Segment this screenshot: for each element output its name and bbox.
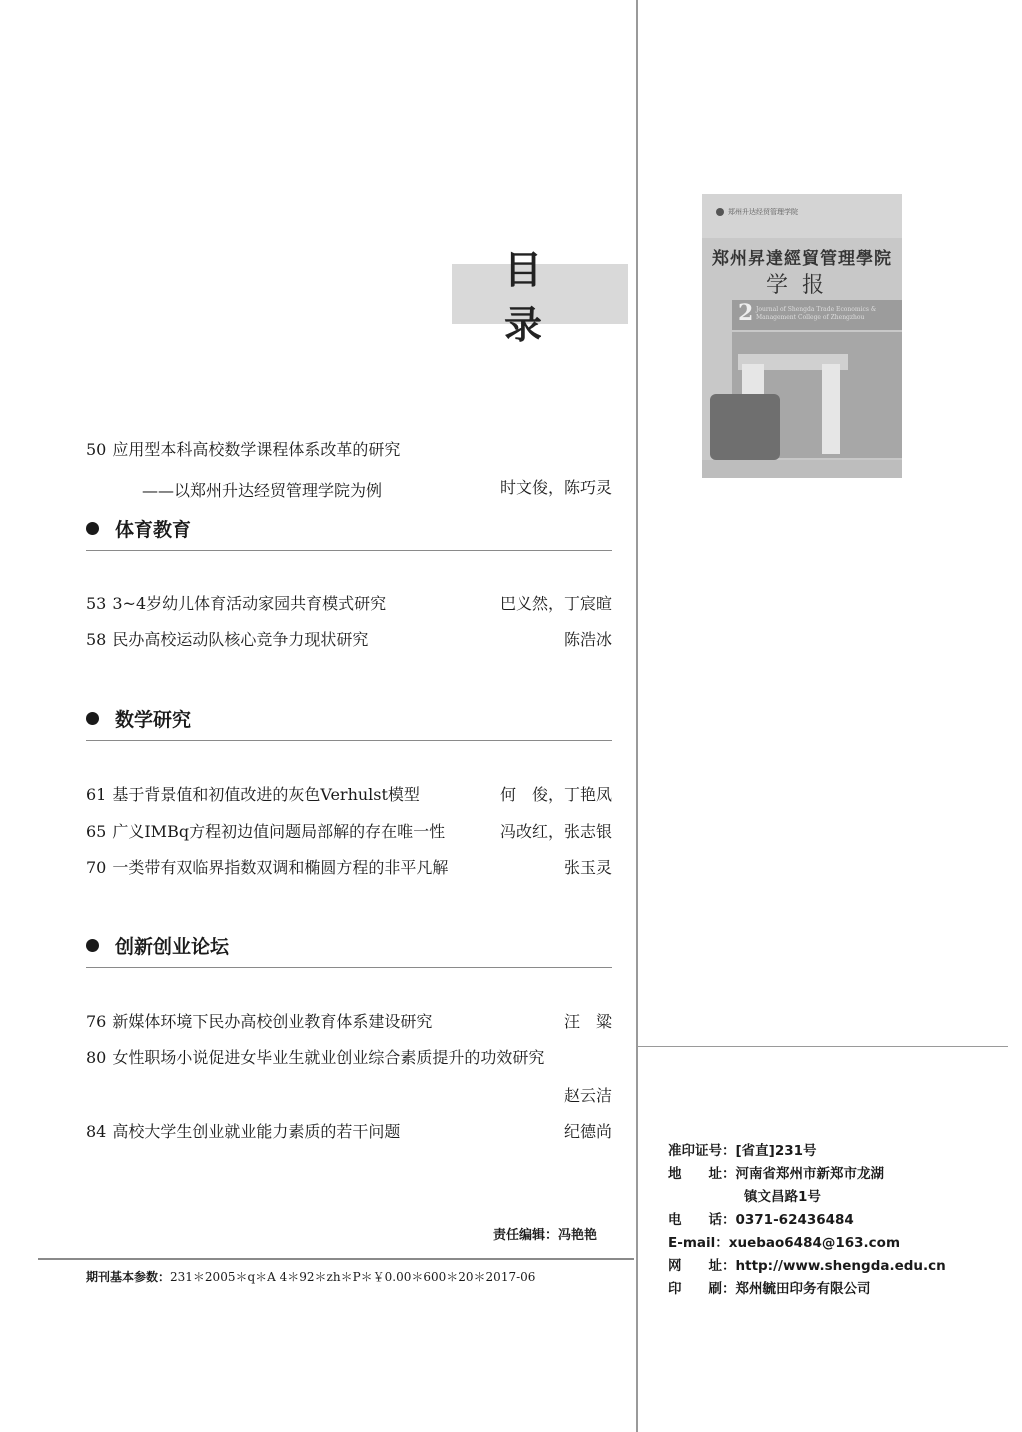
page-number: 80 — [86, 1048, 107, 1067]
address-label: 地 址： — [668, 1166, 736, 1182]
right-divider — [638, 1046, 1008, 1047]
cover-issue-number: 2 — [738, 300, 754, 326]
cover-publisher: 郑州升达经贸管理学院 — [728, 208, 798, 216]
toc-entry[interactable] — [86, 594, 612, 614]
page-number: 76 — [86, 1012, 107, 1031]
cover-journal-sub: 学报 — [765, 273, 838, 298]
page-number: 61 — [86, 785, 107, 804]
printer-label: 印 刷： — [668, 1281, 736, 1297]
section-title: 数学研究 — [115, 709, 192, 731]
toc-entry[interactable] — [86, 1012, 612, 1032]
cover-english-title: Journal of Shengda Trade Economics & Management College of Zhengzhou — [756, 306, 877, 321]
publication-info — [668, 1140, 946, 1301]
journal-params — [86, 1268, 535, 1285]
address-line2: 镇文昌路1号 — [744, 1189, 821, 1205]
article-authors: 冯改红，张志银 — [499, 822, 612, 841]
section-rule — [86, 550, 612, 551]
article-title: 民办高校运动队核心竞争力现状研究 — [112, 630, 369, 649]
toc-entry[interactable] — [86, 1122, 612, 1142]
cover-bottom-strip — [702, 460, 902, 478]
email-label: E-mail： — [668, 1235, 729, 1251]
phone-value: 0371-62436484 — [735, 1212, 854, 1228]
article-title: 高校大学生创业就业能力素质的若干问题 — [112, 1122, 401, 1141]
toc-entry[interactable] — [86, 785, 612, 805]
article-title: 广义IMBq方程初边值问题局部解的存在唯一性 — [112, 822, 446, 841]
page-number: 65 — [86, 822, 107, 841]
section-title: 体育教育 — [115, 519, 192, 541]
article-authors: 何 俊，丁艳凤 — [499, 785, 612, 804]
cover-gate-pillar-right — [822, 364, 840, 454]
toc-entry[interactable] — [86, 630, 612, 650]
email-value[interactable]: xuebao6484@163.com — [728, 1235, 901, 1251]
section-header — [86, 515, 612, 551]
toc-title-box — [452, 248, 628, 347]
toc-entry[interactable] — [86, 1048, 612, 1068]
params-label: 期刊基本参数： — [86, 1270, 171, 1284]
section-rule — [86, 740, 612, 741]
article-title: 一类带有双临界指数双调和椭圆方程的非平凡解 — [112, 858, 449, 877]
article-title: 女性职场小说促进女毕业生就业创业综合素质提升的功效研究 — [112, 1048, 545, 1067]
cover-issue-band — [732, 300, 902, 330]
article-authors: 纪德尚 — [563, 1122, 612, 1141]
license-value: [省直]231号 — [735, 1143, 817, 1159]
bullet-icon — [86, 939, 99, 952]
article-authors: 赵云洁 — [563, 1086, 612, 1105]
article-title: 基于背景值和初值改进的灰色Verhulst模型 — [112, 785, 420, 804]
cover-stone-carving — [710, 394, 780, 460]
university-logo-icon — [716, 208, 724, 216]
address-line1: 河南省郑州市新郑市龙湖 — [735, 1166, 884, 1182]
article-title: 应用型本科高校数学课程体系改革的研究 — [112, 440, 401, 459]
page-number: 50 — [86, 440, 107, 459]
params-value: 231＊2005＊q＊A 4＊92＊zh＊P＊￥0.00＊600＊20＊2017-06 — [170, 1270, 536, 1284]
article-authors: 陈浩冰 — [563, 630, 612, 649]
section-header — [86, 705, 612, 741]
article-authors: 汪 粱 — [563, 1012, 612, 1031]
website-link[interactable]: http://www.shengda.edu.cn — [735, 1258, 946, 1274]
article-authors: 巴义然，丁宸暄 — [499, 594, 612, 613]
section-title: 创新创业论坛 — [115, 936, 230, 958]
toc-entry[interactable] — [86, 440, 612, 460]
params-rule — [38, 1258, 634, 1260]
responsible-editor: 责任编辑：冯艳艳 — [492, 1228, 597, 1243]
article-authors: 张玉灵 — [563, 858, 612, 877]
section-header — [86, 932, 612, 968]
toc-title: 目录 — [504, 248, 595, 347]
toc-entry[interactable] — [86, 822, 612, 842]
cover-journal-name: 郑州昇達經貿管理學院 — [712, 249, 892, 269]
journal-cover-image — [702, 194, 902, 478]
phone-label: 电 话： — [668, 1212, 736, 1228]
license-label: 准印证号： — [668, 1143, 736, 1159]
bullet-icon — [86, 522, 99, 535]
website-label: 网 址： — [668, 1258, 736, 1274]
page-number: 84 — [86, 1122, 107, 1141]
section-rule — [86, 967, 612, 968]
article-title: 3~4岁幼儿体育活动家园共育模式研究 — [112, 594, 387, 613]
bullet-icon — [86, 712, 99, 725]
article-subtitle: ——以郑州升达经贸管理学院为例 — [142, 481, 383, 500]
printer-value: 郑州毓田印务有限公司 — [735, 1281, 871, 1297]
vertical-divider — [636, 0, 638, 1432]
page-number: 70 — [86, 858, 107, 877]
article-authors: 时文俊，陈巧灵 — [499, 478, 612, 497]
page-number: 58 — [86, 630, 107, 649]
article-title: 新媒体环境下民办高校创业教育体系建设研究 — [112, 1012, 433, 1031]
toc-entry[interactable] — [86, 858, 612, 878]
page-number: 53 — [86, 594, 107, 613]
